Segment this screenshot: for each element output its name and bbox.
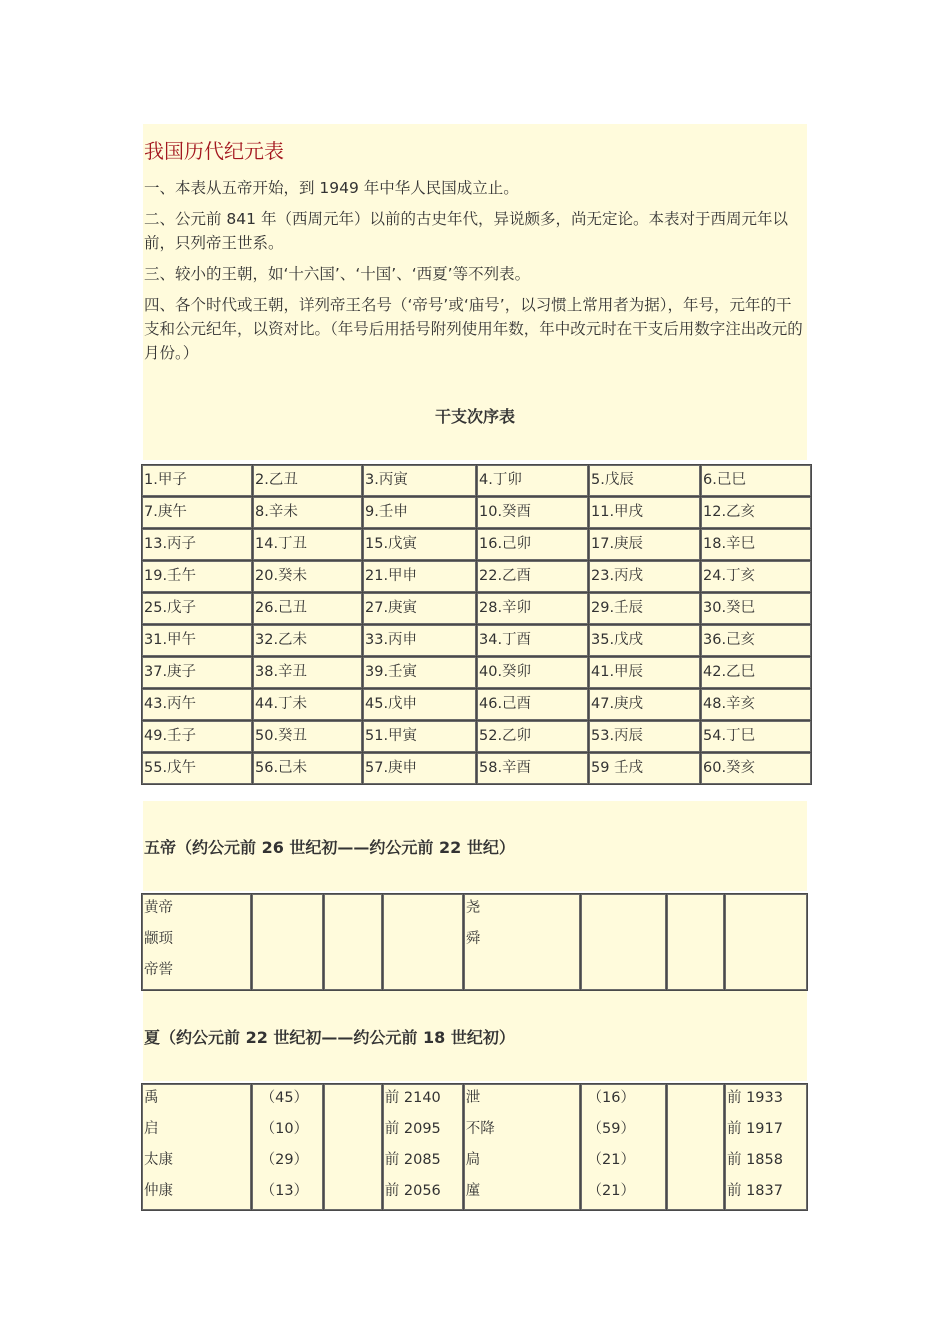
ganzhi-cell: 47.庚戌 — [589, 689, 700, 720]
wudi-ruler: 黄帝 — [144, 900, 173, 916]
wudi-heading: 五帝（约公元前 26 世纪初——约公元前 22 世纪） — [144, 838, 515, 857]
ganzhi-cell: 18.辛巳 — [701, 529, 811, 560]
ganzhi-cell: 48.辛亥 — [701, 689, 811, 720]
table-row — [142, 561, 811, 592]
intro-paragraph-2: 二、公元前 841 年（西周元年）以前的古史年代，异说颇多，尚无定论。本表对于西周元年以前，只列帝王世系。 — [144, 210, 788, 252]
ganzhi-cell: 59 壬戌 — [589, 753, 700, 784]
ganzhi-cell: 15.戊寅 — [363, 529, 476, 560]
ganzhi-cell: 42.乙巳 — [701, 657, 811, 688]
ganzhi-table — [141, 464, 812, 785]
ganzhi-cell: 39.壬寅 — [363, 657, 476, 688]
ganzhi-cell: 4.丁卯 — [477, 465, 588, 496]
xia-left-empty — [324, 1084, 381, 1210]
xia-heading: 夏（约公元前 22 世纪初——约公元前 18 世纪初） — [144, 1028, 515, 1047]
ganzhi-cell: 16.己卯 — [477, 529, 588, 560]
ganzhi-cell: 50.癸丑 — [253, 721, 362, 752]
table-row — [142, 753, 811, 784]
wudi-ruler: 帝喾 — [144, 962, 173, 978]
table-row — [142, 721, 811, 752]
xia-right-empty — [667, 1084, 724, 1210]
ganzhi-cell: 17.庚辰 — [589, 529, 700, 560]
xia-ruler-name: 廑 — [465, 1183, 481, 1199]
ganzhi-cell: 43.丙午 — [142, 689, 252, 720]
xia-ad-year: 前 1933 — [726, 1090, 783, 1106]
ganzhi-cell: 8.辛未 — [253, 497, 362, 528]
table-row — [142, 529, 811, 560]
xia-left-ad — [383, 1084, 463, 1210]
xia-ad-year: 前 1917 — [726, 1121, 783, 1137]
xia-ad-year: 前 2140 — [384, 1090, 441, 1106]
ganzhi-cell: 11.甲戌 — [589, 497, 700, 528]
ganzhi-cell: 3.丙寅 — [363, 465, 476, 496]
ganzhi-table-heading: 干支次序表 — [434, 407, 515, 426]
xia-reign-years: （16） — [587, 1090, 635, 1106]
ganzhi-cell: 49.壬子 — [142, 721, 252, 752]
ganzhi-cell: 45.戊申 — [363, 689, 476, 720]
intro-paragraph-3: 三、较小的王朝，如‘十六国’、‘十国’、‘西夏’等不列表。 — [144, 265, 531, 283]
ganzhi-cell: 55.戊午 — [142, 753, 252, 784]
intro-paragraph-4: 四、各个时代或王朝，详列帝王名号（‘帝号’或‘庙号’，以习惯上常用者为据），年号，元年的干支和公元纪年，以资对比。（年号后用括号附列使用年数，年中改元时在干支后用数字注出改元的月份。） — [144, 296, 803, 362]
ganzhi-cell: 36.己亥 — [701, 625, 811, 656]
wudi-col-6 — [581, 894, 666, 990]
ganzhi-cell: 27.庚寅 — [363, 593, 476, 624]
xia-ruler-name: 不降 — [465, 1121, 495, 1137]
ganzhi-cell: 56.己未 — [253, 753, 362, 784]
wudi-section — [143, 801, 807, 891]
wudi-ruler: 颛顼 — [144, 931, 173, 947]
xia-right-names — [464, 1084, 580, 1210]
ganzhi-cell: 22.乙酉 — [477, 561, 588, 592]
xia-ad-year: 前 1858 — [726, 1152, 783, 1168]
ganzhi-cell: 7.庚午 — [142, 497, 252, 528]
xia-section — [143, 991, 807, 1081]
ganzhi-cell: 31.甲午 — [142, 625, 252, 656]
xia-ad-year: 前 2085 — [384, 1152, 441, 1168]
xia-ruler-name: 禹 — [144, 1090, 159, 1106]
wudi-ruler: 舜 — [465, 931, 481, 947]
xia-ad-year: 前 2056 — [384, 1183, 441, 1199]
xia-reign-years: （10） — [260, 1121, 309, 1137]
ganzhi-cell: 10.癸酉 — [477, 497, 588, 528]
ganzhi-cell: 5.戊辰 — [589, 465, 700, 496]
ganzhi-cell: 26.己丑 — [253, 593, 362, 624]
xia-reign-years: （45） — [260, 1090, 309, 1106]
ganzhi-cell: 14.丁丑 — [253, 529, 362, 560]
ganzhi-cell: 6.己巳 — [701, 465, 811, 496]
ganzhi-cell: 41.甲辰 — [589, 657, 700, 688]
xia-reign-years: （59） — [587, 1121, 635, 1137]
ganzhi-cell: 34.丁酉 — [477, 625, 588, 656]
intro-section — [143, 124, 807, 460]
xia-ruler-name: 仲康 — [144, 1183, 173, 1199]
ganzhi-cell: 46.己酉 — [477, 689, 588, 720]
xia-left-years — [252, 1084, 324, 1210]
wudi-ruler: 尧 — [465, 900, 481, 916]
ganzhi-cell: 20.癸未 — [253, 561, 362, 592]
ganzhi-cell: 60.癸亥 — [701, 753, 811, 784]
ganzhi-cell: 21.甲申 — [363, 561, 476, 592]
ganzhi-cell: 28.辛卯 — [477, 593, 588, 624]
ganzhi-cell: 33.丙申 — [363, 625, 476, 656]
table-row — [142, 465, 811, 496]
ganzhi-cell: 37.庚子 — [142, 657, 252, 688]
ganzhi-cell: 24.丁亥 — [701, 561, 811, 592]
wudi-table — [141, 893, 808, 991]
ganzhi-cell: 57.庚申 — [363, 753, 476, 784]
wudi-col-8 — [725, 894, 807, 990]
wudi-col-4 — [383, 894, 463, 990]
table-row — [142, 497, 811, 528]
table-row — [142, 625, 811, 656]
ganzhi-cell: 51.甲寅 — [363, 721, 476, 752]
ganzhi-cell: 29.壬辰 — [589, 593, 700, 624]
xia-reign-years: （21） — [587, 1183, 635, 1199]
xia-right-ad — [725, 1084, 807, 1210]
xia-ad-year: 前 1837 — [726, 1183, 783, 1199]
wudi-col-2 — [252, 894, 324, 990]
xia-ruler-name: 扃 — [465, 1152, 481, 1168]
xia-ruler-name: 泄 — [465, 1090, 481, 1106]
page-title: 我国历代纪元表 — [144, 139, 284, 163]
ganzhi-cell: 13.丙子 — [142, 529, 252, 560]
ganzhi-cell: 53.丙辰 — [589, 721, 700, 752]
xia-right-years — [581, 1084, 666, 1210]
xia-left-names — [142, 1084, 251, 1210]
ganzhi-cell: 38.辛丑 — [253, 657, 362, 688]
ganzhi-cell: 32.乙未 — [253, 625, 362, 656]
ganzhi-cell: 2.乙丑 — [253, 465, 362, 496]
ganzhi-cell: 52.乙卯 — [477, 721, 588, 752]
xia-ruler-name: 启 — [144, 1121, 159, 1137]
ganzhi-cell: 12.乙亥 — [701, 497, 811, 528]
ganzhi-cell: 30.癸巳 — [701, 593, 811, 624]
xia-table — [141, 1083, 808, 1211]
wudi-col-5 — [464, 894, 580, 990]
xia-reign-years: （21） — [587, 1152, 635, 1168]
table-row — [142, 689, 811, 720]
ganzhi-cell: 58.辛酉 — [477, 753, 588, 784]
wudi-col-1 — [142, 894, 251, 990]
xia-reign-years: （29） — [260, 1152, 309, 1168]
table-row — [142, 657, 811, 688]
ganzhi-cell: 54.丁巳 — [701, 721, 811, 752]
intro-paragraph-1: 一、本表从五帝开始，到 1949 年中华人民国成立止。 — [144, 179, 519, 197]
ganzhi-cell: 19.壬午 — [142, 561, 252, 592]
xia-ruler-name: 太康 — [144, 1152, 173, 1168]
ganzhi-cell: 35.戊戌 — [589, 625, 700, 656]
wudi-col-3 — [324, 894, 381, 990]
xia-ad-year: 前 2095 — [384, 1121, 441, 1137]
xia-reign-years: （13） — [260, 1183, 309, 1199]
ganzhi-cell: 9.壬申 — [363, 497, 476, 528]
wudi-col-7 — [667, 894, 724, 990]
ganzhi-cell: 44.丁未 — [253, 689, 362, 720]
ganzhi-cell: 23.丙戌 — [589, 561, 700, 592]
ganzhi-cell: 1.甲子 — [142, 465, 252, 496]
table-row — [142, 593, 811, 624]
ganzhi-cell: 40.癸卯 — [477, 657, 588, 688]
ganzhi-cell: 25.戊子 — [142, 593, 252, 624]
